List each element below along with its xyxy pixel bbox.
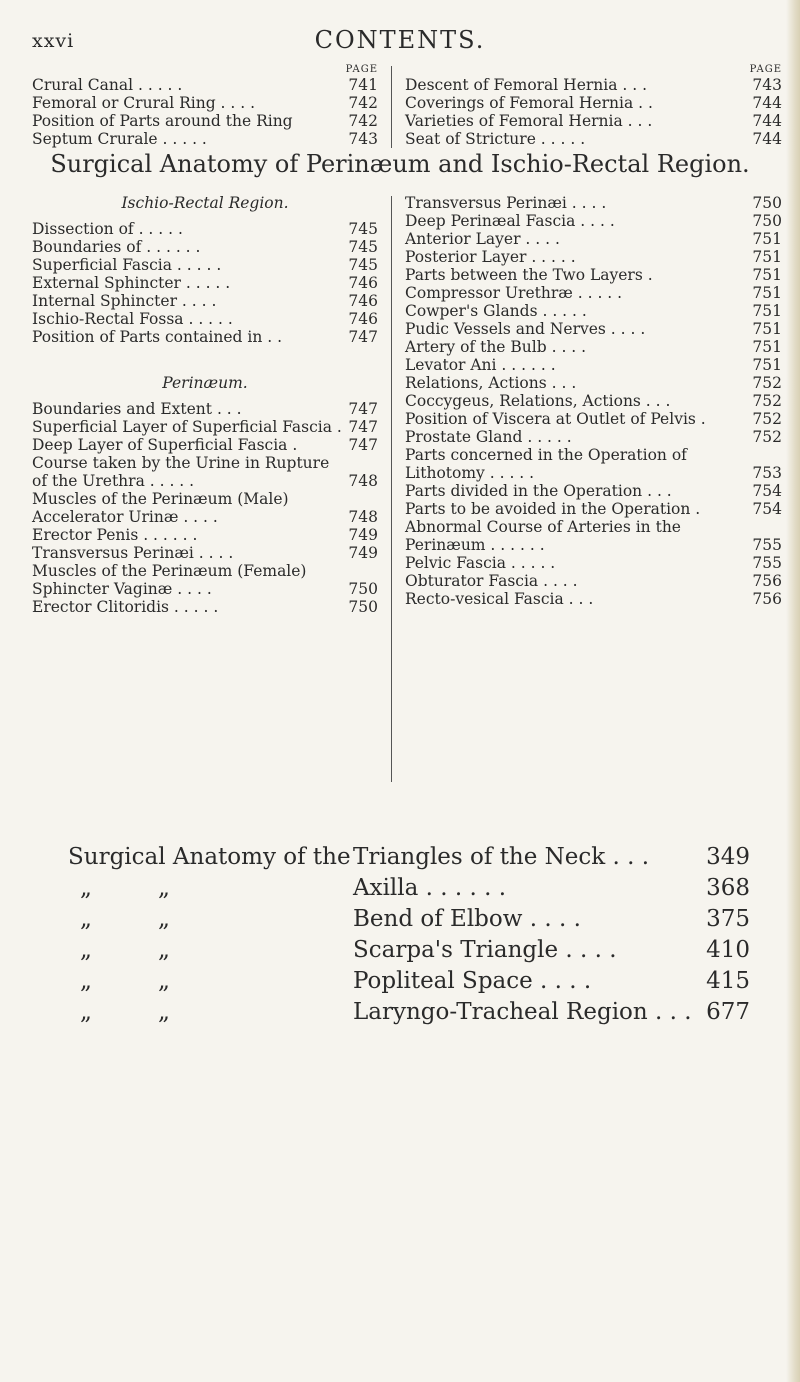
toc-entry-text: Perinæum . . . . . .	[405, 536, 545, 554]
toc-entry-text: Levator Ani . . . . . .	[405, 356, 556, 374]
ditto-mark: „	[80, 937, 92, 963]
toc-entry-page: 750	[348, 598, 378, 616]
toc-entry-page: 741	[348, 76, 378, 94]
toc-entry-text: Dissection of . . . . .	[32, 220, 183, 238]
toc-entry	[32, 94, 378, 112]
toc-entry-page: 745	[348, 238, 378, 256]
toc-entry-text: Parts to be avoided in the Operation .	[405, 500, 701, 518]
toc-entry-text: Deep Layer of Superficial Fascia .	[32, 436, 298, 454]
anatomy-entry-label: Triangles of the Neck . . .	[353, 844, 650, 870]
toc-entry	[405, 410, 782, 428]
toc-entry	[32, 310, 378, 328]
left-column	[32, 194, 378, 616]
toc-entry	[405, 302, 782, 320]
anatomy-entry	[68, 935, 750, 966]
anatomy-entry-label: Axilla . . . . . .	[353, 875, 507, 901]
column-divider	[391, 66, 392, 148]
toc-entry	[32, 238, 378, 256]
ditto-mark: „	[80, 968, 92, 994]
toc-entry-text: Posterior Layer . . . . .	[405, 248, 576, 266]
page-number: xxvi	[32, 30, 75, 52]
ditto-mark: „	[80, 875, 92, 901]
anatomy-entry-page: 349	[706, 844, 750, 870]
toc-entry-text: Descent of Femoral Hernia . . .	[405, 76, 648, 94]
toc-entry	[32, 454, 378, 472]
page-column-label: PAGE	[345, 64, 378, 75]
toc-entry	[405, 76, 782, 94]
toc-entry-text: Transversus Perinæi . . . .	[405, 194, 607, 212]
toc-entry-text: Pudic Vessels and Nerves . . . .	[405, 320, 646, 338]
toc-entry	[405, 590, 782, 608]
toc-entry-page: 750	[752, 212, 782, 230]
top-right-block	[405, 64, 782, 148]
toc-entry-page: 747	[348, 400, 378, 418]
toc-entry-page: 751	[752, 284, 782, 302]
toc-entry-text: Recto-vesical Fascia . . .	[405, 590, 594, 608]
toc-entry-page: 748	[348, 508, 378, 526]
anatomy-lead-text: Surgical Anatomy of the	[68, 844, 351, 870]
toc-entry-text: Course taken by the Urine in Rupture	[32, 454, 330, 472]
toc-entry-page: 744	[752, 94, 782, 112]
section-title: Surgical Anatomy of Perinæum and Ischio-Rectal Region.	[50, 150, 750, 178]
column-divider	[391, 196, 392, 782]
anatomy-entry	[68, 966, 750, 997]
toc-entry	[32, 400, 378, 418]
toc-entry	[405, 428, 782, 446]
toc-entry-text: Prostate Gland . . . . .	[405, 428, 572, 446]
toc-entry	[405, 356, 782, 374]
toc-entry-page: 751	[752, 356, 782, 374]
toc-entry	[405, 482, 782, 500]
ditto-mark: „	[80, 906, 92, 932]
toc-entry-page: 751	[752, 248, 782, 266]
toc-entry-page: 748	[348, 472, 378, 490]
anatomy-entry	[68, 997, 750, 1028]
toc-entry	[405, 536, 782, 554]
toc-entry-text: Abnormal Course of Arteries in the	[405, 518, 681, 536]
toc-entry-page: 752	[752, 428, 782, 446]
toc-entry-page: 751	[752, 320, 782, 338]
toc-entry-text: Relations, Actions . . .	[405, 374, 577, 392]
toc-entry-page: 745	[348, 220, 378, 238]
toc-entry-text: Superficial Layer of Superficial Fascia .	[32, 418, 342, 436]
toc-entry	[405, 518, 782, 536]
toc-entry-text: Erector Penis . . . . . .	[32, 526, 198, 544]
anatomy-entry	[68, 842, 750, 873]
toc-entry-page: 749	[348, 544, 378, 562]
ditto-mark: „	[80, 999, 92, 1025]
anatomy-entry-page: 410	[706, 937, 750, 963]
anatomy-entry-label: Popliteal Space . . . .	[353, 968, 592, 994]
toc-entry-text: Boundaries of . . . . . .	[32, 238, 201, 256]
toc-entry-text: Parts divided in the Operation . . .	[405, 482, 672, 500]
subsection-heading-perinaeum: Perinæum.	[162, 374, 248, 392]
toc-entry	[405, 572, 782, 590]
toc-entry	[32, 76, 378, 94]
toc-entry-page: 751	[752, 302, 782, 320]
toc-entry-text: Septum Crurale . . . . .	[32, 130, 207, 148]
toc-entry-page: 742	[348, 94, 378, 112]
toc-entry	[32, 328, 378, 346]
toc-entry-text: Pelvic Fascia . . . . .	[405, 554, 556, 572]
toc-entry	[405, 464, 782, 482]
toc-entry	[405, 320, 782, 338]
toc-entry	[405, 266, 782, 284]
toc-entry	[32, 472, 378, 490]
toc-entry	[32, 292, 378, 310]
toc-entry-page: 751	[752, 338, 782, 356]
toc-entry-page: 743	[348, 130, 378, 148]
toc-entry	[405, 94, 782, 112]
toc-entry	[32, 418, 378, 436]
triangles-block	[68, 842, 750, 1028]
toc-entry	[32, 580, 378, 598]
toc-entry-page: 742	[348, 112, 378, 130]
toc-entry-text: Crural Canal . . . . .	[32, 76, 183, 94]
toc-entry-text: Coverings of Femoral Hernia . .	[405, 94, 653, 112]
toc-entry-text: Superficial Fascia . . . . .	[32, 256, 222, 274]
anatomy-entry	[68, 873, 750, 904]
toc-entry-page: 747	[348, 418, 378, 436]
toc-entry	[405, 554, 782, 572]
toc-entry-page: 755	[752, 554, 782, 572]
toc-entry	[405, 500, 782, 518]
toc-entry-page: 744	[752, 112, 782, 130]
toc-entry-text: Parts between the Two Layers .	[405, 266, 653, 284]
toc-entry-text: Ischio-Rectal Fossa . . . . .	[32, 310, 233, 328]
toc-entry-text: Varieties of Femoral Hernia . . .	[405, 112, 653, 130]
toc-entry	[405, 392, 782, 410]
toc-entry-text: Accelerator Urinæ . . . .	[32, 508, 218, 526]
ditto-mark: „	[158, 968, 170, 994]
toc-entry-text: of the Urethra . . . . .	[32, 472, 195, 490]
toc-entry-text: Position of Parts around the Ring	[32, 112, 293, 130]
toc-entry-text: Internal Sphincter . . . .	[32, 292, 217, 310]
anatomy-entry-page: 415	[706, 968, 750, 994]
toc-entry	[405, 230, 782, 248]
toc-entry-text: Boundaries and Extent . . .	[32, 400, 242, 418]
toc-entry	[32, 130, 378, 148]
toc-entry-text: Obturator Fascia . . . .	[405, 572, 578, 590]
subsection-heading-ischio-rectal: Ischio-Rectal Region.	[121, 194, 289, 212]
toc-entry-page: 747	[348, 436, 378, 454]
toc-entry	[32, 436, 378, 454]
toc-entry	[32, 526, 378, 544]
toc-entry-text: Femoral or Crural Ring . . . .	[32, 94, 256, 112]
toc-entry-text: Deep Perinæal Fascia . . . .	[405, 212, 615, 230]
toc-entry-page: 749	[348, 526, 378, 544]
toc-entry-page: 753	[752, 464, 782, 482]
toc-entry-page: 755	[752, 536, 782, 554]
toc-entry	[405, 212, 782, 230]
page-title: CONTENTS.	[314, 26, 486, 54]
toc-entry-text: Parts concerned in the Operation of	[405, 446, 687, 464]
page-edge-shadow	[786, 0, 800, 1382]
anatomy-entry-label: Laryngo-Tracheal Region . . .	[353, 999, 692, 1025]
toc-entry	[405, 130, 782, 148]
anatomy-entry-label: Scarpa's Triangle . . . .	[353, 937, 617, 963]
toc-entry	[405, 194, 782, 212]
toc-entry-text: Seat of Stricture . . . . .	[405, 130, 586, 148]
toc-entry-text: Lithotomy . . . . .	[405, 464, 535, 482]
toc-entry-page: 756	[752, 572, 782, 590]
toc-entry	[32, 562, 378, 580]
toc-entry-page: 756	[752, 590, 782, 608]
toc-entry-page: 746	[348, 274, 378, 292]
toc-entry	[32, 220, 378, 238]
ditto-mark: „	[158, 906, 170, 932]
toc-entry-page: 750	[752, 194, 782, 212]
toc-entry	[32, 508, 378, 526]
toc-entry-text: Muscles of the Perinæum (Female)	[32, 562, 307, 580]
ditto-mark: „	[158, 875, 170, 901]
page-column-label: PAGE	[749, 64, 782, 75]
toc-entry	[32, 598, 378, 616]
toc-entry-page: 752	[752, 392, 782, 410]
toc-entry-text: Position of Viscera at Outlet of Pelvis .	[405, 410, 706, 428]
toc-entry-page: 747	[348, 328, 378, 346]
right-column	[405, 194, 782, 608]
toc-entry	[32, 490, 378, 508]
anatomy-entry	[68, 904, 750, 935]
toc-entry-text: Cowper's Glands . . . . .	[405, 302, 587, 320]
toc-entry-text: Position of Parts contained in . .	[32, 328, 283, 346]
toc-entry-page: 752	[752, 410, 782, 428]
toc-entry-text: Erector Clitoridis . . . . .	[32, 598, 219, 616]
toc-entry-text: Artery of the Bulb . . . .	[405, 338, 587, 356]
toc-entry-page: 754	[752, 500, 782, 518]
toc-entry	[405, 112, 782, 130]
toc-entry-page: 744	[752, 130, 782, 148]
toc-entry	[405, 248, 782, 266]
toc-entry-page: 750	[348, 580, 378, 598]
anatomy-entry-page: 375	[706, 906, 750, 932]
toc-entry-text: Muscles of the Perinæum (Male)	[32, 490, 289, 508]
toc-entry-page: 754	[752, 482, 782, 500]
toc-entry-page: 751	[752, 230, 782, 248]
toc-entry	[405, 374, 782, 392]
toc-entry	[405, 284, 782, 302]
toc-entry-page: 752	[752, 374, 782, 392]
toc-entry	[32, 112, 378, 130]
anatomy-entry-label: Bend of Elbow . . . .	[353, 906, 581, 932]
toc-entry-text: Sphincter Vaginæ . . . .	[32, 580, 212, 598]
toc-entry-text: External Sphincter . . . . .	[32, 274, 231, 292]
toc-entry-page: 743	[752, 76, 782, 94]
ditto-mark: „	[158, 999, 170, 1025]
anatomy-entry-page: 368	[706, 875, 750, 901]
toc-entry-page: 745	[348, 256, 378, 274]
toc-entry	[32, 274, 378, 292]
toc-entry	[32, 256, 378, 274]
anatomy-entry-page: 677	[706, 999, 750, 1025]
toc-entry-text: Compressor Urethræ . . . . .	[405, 284, 623, 302]
toc-entry-text: Transversus Perinæi . . . .	[32, 544, 234, 562]
toc-entry-page: 746	[348, 292, 378, 310]
top-left-block	[32, 64, 378, 148]
toc-entry	[405, 338, 782, 356]
toc-entry-text: Anterior Layer . . . .	[405, 230, 560, 248]
toc-entry	[405, 446, 782, 464]
toc-entry	[32, 544, 378, 562]
toc-entry-page: 751	[752, 266, 782, 284]
toc-entry-page: 746	[348, 310, 378, 328]
toc-entry-text: Coccygeus, Relations, Actions . . .	[405, 392, 671, 410]
ditto-mark: „	[158, 937, 170, 963]
